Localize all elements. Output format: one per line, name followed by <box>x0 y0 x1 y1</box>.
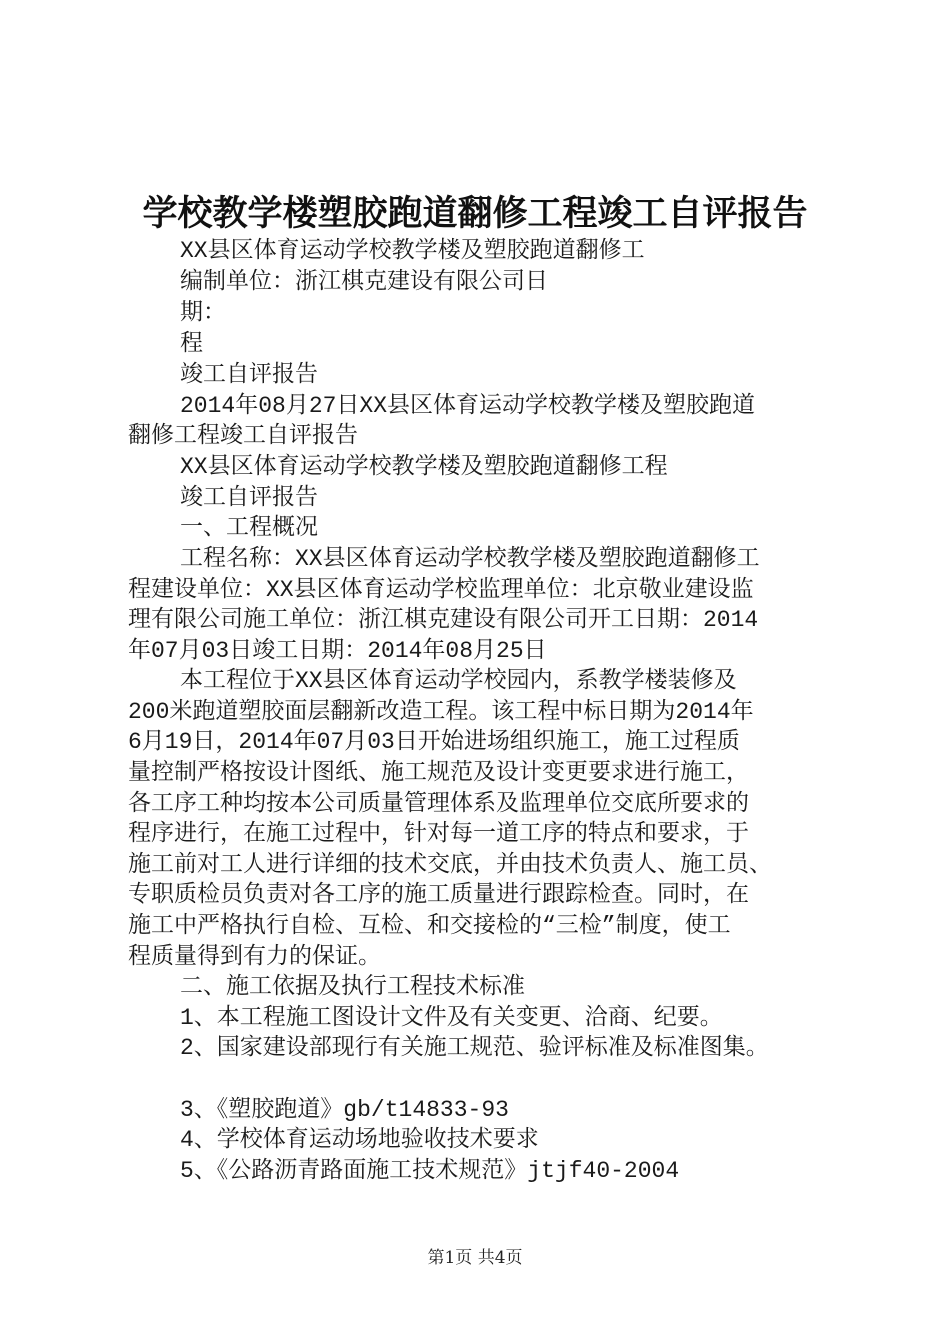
body-line: 翻修工程竣工自评报告 <box>128 423 358 449</box>
body-line: 施工中严格执行自检、互检、和交接检的“三检”制度，使工 <box>128 913 731 939</box>
section-heading: 二、施工依据及执行工程技术标准 <box>180 974 525 1000</box>
body-line: 本工程位于XX县区体育运动学校园内，系教学楼装修及 <box>180 668 737 694</box>
list-item: 2、国家建设部现行有关施工规范、验评标准及标准图集。 <box>180 1035 769 1061</box>
body-line: 竣工自评报告 <box>180 362 318 388</box>
section-heading: 一、工程概况 <box>180 515 318 541</box>
body-line: 程质量得到有力的保证。 <box>128 944 381 970</box>
body-line: 程 <box>180 331 203 357</box>
body-line: 专职质检员负责对各工序的施工质量进行跟踪检查。同时，在 <box>128 882 749 908</box>
body-line: 施工前对工人进行详细的技术交底，并由技术负责人、施工员、 <box>128 852 772 878</box>
body-line: 200米跑道塑胶面层翻新改造工程。该工程中标日期为2014年 <box>128 699 754 725</box>
body-line: 理有限公司施工单位：浙江棋克建设有限公司开工日期：2014 <box>128 607 759 633</box>
list-item: 1、本工程施工图设计文件及有关变更、洽商、纪要。 <box>180 1005 723 1031</box>
body-line: 6月19日，2014年07月03日开始进场组织施工，施工过程质 <box>128 729 740 755</box>
body-line: 工程名称：XX县区体育运动学校教学楼及塑胶跑道翻修工 <box>180 546 760 572</box>
body-line: 编制单位：浙江棋克建设有限公司日 <box>180 269 548 295</box>
page-number-footer: 第1页 共4页 <box>427 1248 523 1268</box>
list-item: 4、学校体育运动场地验收技术要求 <box>180 1127 539 1153</box>
body-line: 竣工自评报告 <box>180 485 318 511</box>
body-line: 2014年08月27日XX县区体育运动学校教学楼及塑胶跑道 <box>180 393 756 419</box>
list-item: 5、《公路沥青路面施工技术规范》jtjf40-2004 <box>180 1158 680 1184</box>
body-line: 量控制严格按设计图纸、施工规范及设计变更要求进行施工， <box>128 760 749 786</box>
body-line: 程建设单位：XX县区体育运动学校监理单位：北京敬业建设监 <box>128 577 754 603</box>
body-line: XX县区体育运动学校教学楼及塑胶跑道翻修工程 <box>180 454 668 480</box>
body-line: 期： <box>180 300 226 326</box>
body-line: 程序进行，在施工过程中，针对每一道工序的特点和要求，于 <box>128 821 749 847</box>
body-line: 年07月03日竣工日期：2014年08月25日 <box>128 638 547 664</box>
list-item: 3、《塑胶跑道》gb/t14833-93 <box>180 1097 509 1123</box>
document-title: 学校教学楼塑胶跑道翻修工程竣工自评报告 <box>142 193 808 234</box>
body-line: 各工序工种均按本公司质量管理体系及监理单位交底所要求的 <box>128 791 749 817</box>
body-line: XX县区体育运动学校教学楼及塑胶跑道翻修工 <box>180 238 645 264</box>
